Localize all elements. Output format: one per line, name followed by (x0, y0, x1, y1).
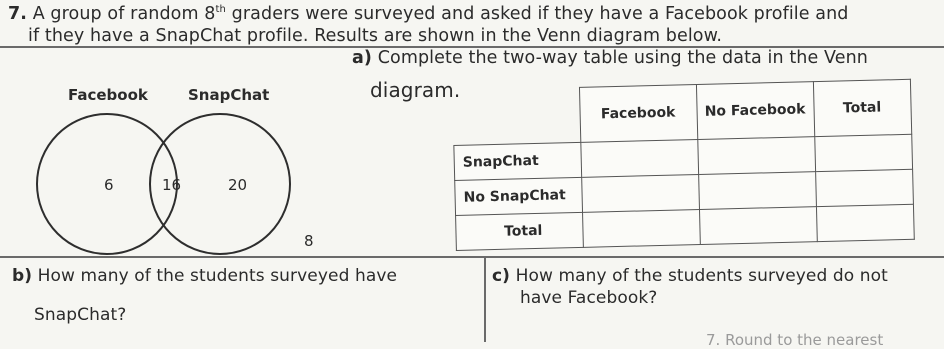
ordinal-suffix: th (215, 4, 226, 16)
cut-off-next-question: 7. Round to the nearest (706, 331, 884, 349)
row-header-no-snapchat: No SnapChat (455, 177, 582, 215)
row-header-snapchat: SnapChat (454, 142, 581, 180)
col-header-total: Total (813, 79, 911, 136)
row-header-total: Total (456, 212, 583, 250)
venn-neither: 8 (304, 232, 314, 250)
part-a-line-2: diagram. (370, 78, 461, 102)
part-b-line-1 (12, 266, 397, 286)
part-a-letter: a) (352, 48, 373, 68)
two-way-table (452, 79, 914, 251)
cell-no-snapchat-no-facebook (698, 172, 816, 210)
part-a-line-1 (352, 48, 868, 68)
part-c-line-2: have Facebook? (520, 288, 658, 308)
cell-total-facebook (582, 210, 700, 248)
col-header-facebook: Facebook (579, 85, 697, 143)
divider-vertical (484, 256, 486, 342)
venn-label-facebook: Facebook (68, 86, 148, 104)
part-c-letter: c) (492, 266, 511, 286)
cell-snapchat-total (814, 134, 912, 171)
venn-both: 16 (162, 176, 182, 194)
part-c-text-1: How many of the students surveyed do not (515, 266, 888, 286)
question-line-2: if they have a SnapChat profile. Results are shown in the Venn diagram below. (28, 26, 723, 46)
part-b-line-2: SnapChat? (34, 305, 127, 325)
cell-no-snapchat-facebook (581, 175, 699, 213)
question-text-1b: graders were surveyed and asked if they have a Facebook profile and (226, 4, 849, 24)
venn-only-snapchat: 20 (228, 176, 248, 194)
table-corner-cell (453, 87, 581, 145)
cell-no-snapchat-total (815, 169, 913, 206)
part-c-line-1 (492, 266, 888, 286)
venn-label-snapchat: SnapChat (188, 86, 270, 104)
col-header-no-facebook: No Facebook (696, 82, 814, 140)
venn-only-facebook: 6 (104, 176, 114, 194)
question-text-1a: A group of random 8 (32, 4, 216, 24)
cell-total-no-facebook (699, 207, 817, 245)
part-a-text-1: Complete the two-way table using the data in the Venn (377, 48, 868, 68)
cell-total-total (816, 204, 914, 241)
part-b-letter: b) (12, 266, 33, 286)
part-b-text-1: How many of the students surveyed have (37, 266, 398, 286)
divider-bottom (0, 256, 944, 258)
cell-snapchat-no-facebook (697, 137, 815, 175)
question-number: 7. (8, 4, 28, 24)
cell-snapchat-facebook (580, 140, 698, 178)
question-line-1 (8, 4, 849, 24)
